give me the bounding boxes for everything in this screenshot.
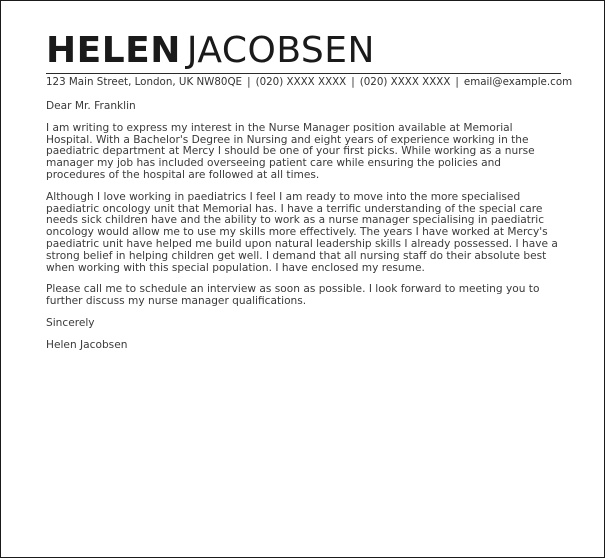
letter-content <box>46 30 573 362</box>
signature-name: Helen Jacobsen <box>46 338 128 351</box>
letter-body <box>46 101 561 352</box>
last-name: JACOBSEN <box>186 30 375 71</box>
body-paragraph-2: Although I love working in paediatrics I feel I am ready to move into the more specialised paediatric oncology unit that Memorial has. I have a terrific understanding of the special care needs sick children have and the ability to work as a nurse manager specialising in paediatric oncology would allow me to use my skills more effectively. The years I have worked at Mercy's paediatric unit have helped me build upon natural leadership skills I already possessed. I have a strong belief in helping children get well. I demand that all nursing staff do their absolute best when working with this special population. I have enclosed my resume. <box>46 190 558 274</box>
contact-phone-2: (020) XXXX XXXX <box>359 76 451 88</box>
contact-address: 123 Main Street, London, UK NW80QE <box>46 76 243 88</box>
applicant-name <box>46 30 561 71</box>
header-divider <box>46 73 561 74</box>
contact-email[interactable]: email@example.com <box>463 76 573 88</box>
closing: Sincerely <box>46 316 95 329</box>
contact-separator: | <box>247 76 251 88</box>
first-name: HELEN <box>46 30 181 71</box>
contact-phone-1: (020) XXXX XXXX <box>255 76 347 88</box>
contact-separator: | <box>455 76 459 88</box>
contact-line <box>46 76 573 89</box>
contact-separator: | <box>351 76 355 88</box>
salutation: Dear Mr. Franklin <box>46 100 136 112</box>
body-paragraph-1: I am writing to express my interest in the Nurse Manager position available at Memorial Hospital. With a Bachelor's Degree in Nursing and eight years of experience working in the paediatric department at Mercy I should be one of your first picks. While working as a nurse manager my job has included overseeing patient care while ensuring the policies and procedures of the hospital are followed at all times. <box>46 121 535 181</box>
body-paragraph-3: Please call me to schedule an interview as soon as possible. I look forward to meeting you to further discuss my nurse manager qualifications. <box>46 283 540 308</box>
